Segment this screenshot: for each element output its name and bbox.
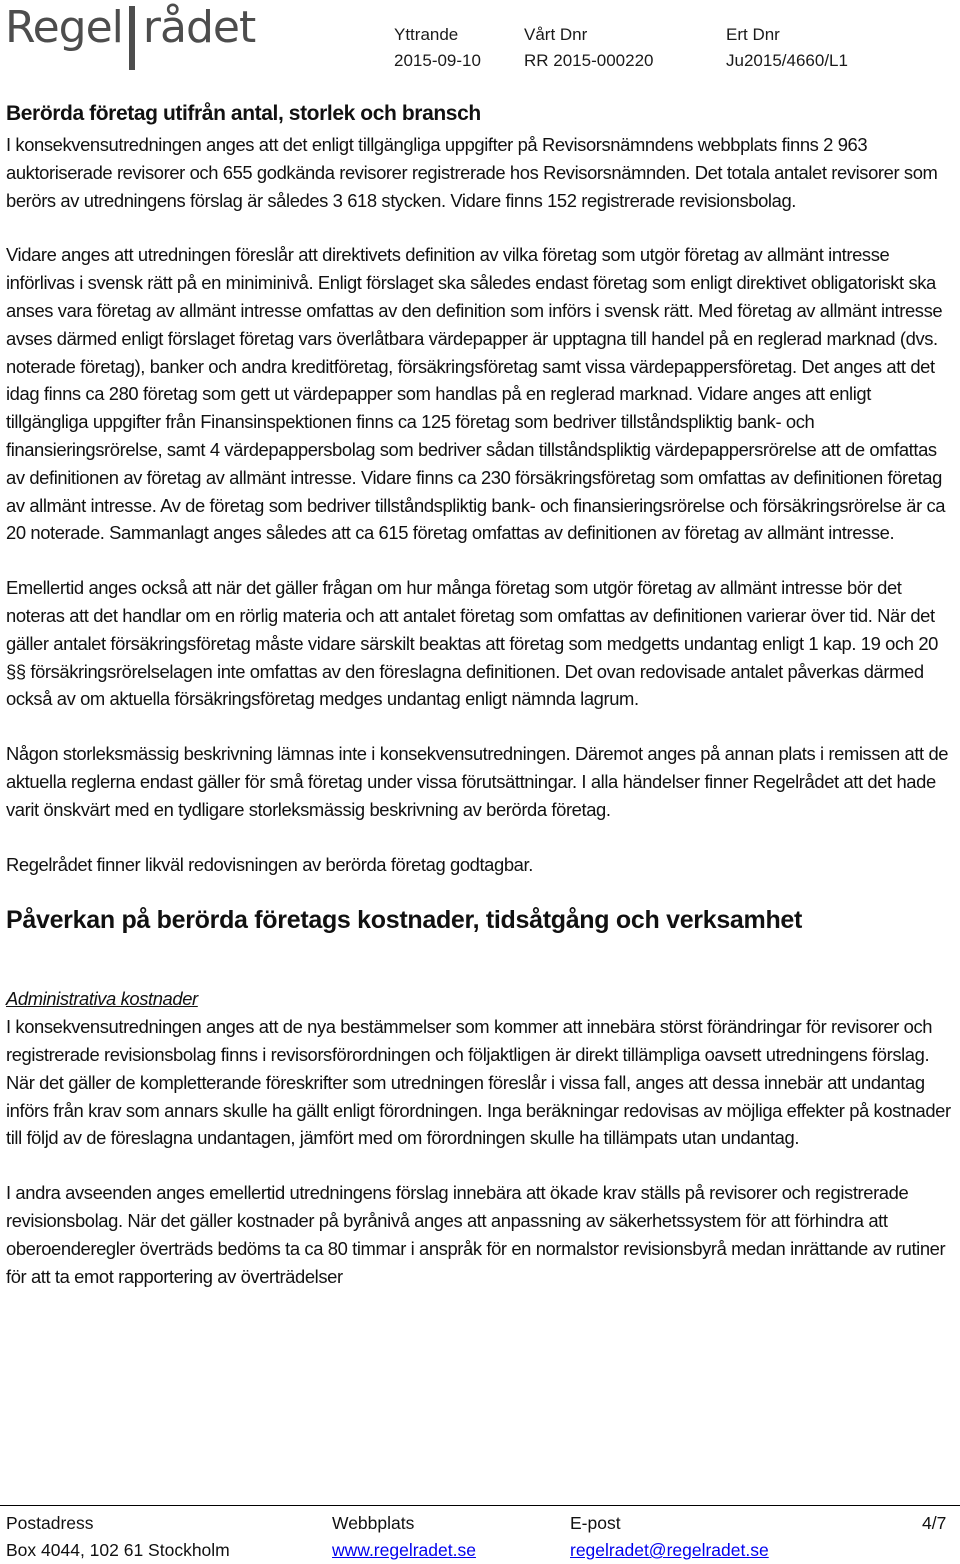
paragraph-foretag-allmant-intresse: Vidare anges att utredningen föreslår att direktivets definition av vilka företag som utgör företag av allmänt intresse införlivas i svensk rätt på en miniminivå. Enligt förslaget ska således endast företag som enligt direktivet obligatoriskt ska anses vara företag av allmänt intresse omfattas av den definition som införs i svensk rätt. Med företag av allmänt intresse avses därmed enligt förslaget företag vars överlåtbara värdepapper är upptagna till handel på en reglerad marknad (dvs. noterade företag), banker och andra kreditföretag, försäkringsföretag samt vissa värdepappersföretag. Det anges att det idag finns ca 280 företag som gett ut värdepapper som handlas på en reglerad marknad. Vidare anges att enligt tillgängliga uppgifter från Finansinspektionen finns ca 125 företag som bedriver tillståndspliktig bank- och finansieringsrörelse, samt 4 värdepappersbolag som bedriver sådan tillståndspliktig värdepappersrörelse att de omfattas av definitionen av företag av allmänt intresse. Vidare finns ca 230 försäkringsföretag som omfattas av definitionen företag av allmänt intresse. Av de företag som bedriver tillståndspliktig bank- och finansieringsrörelse och försäkringsrörelse är ca 20 noterade. Sammanlagt anges således att ca 615 företag omfattas av definitionen av företag av allmänt intresse. [6, 244, 946, 544]
paragraph-storlek: Någon storleksmässig beskrivning lämnas inte i konsekvensutredningen. Däremot anges på annan plats i remissen att de aktuella reglerna endast gäller för små företag under vissa förutsättningar. I alla händelser finner Regelrådet att det hade varit önskvärt med en tydligare storleksmässig beskrivning av berörda företag. [6, 743, 949, 820]
header-vart-dnr-label: Vårt Dnr [524, 25, 588, 44]
page-number: 4/7 [922, 1513, 947, 1533]
header-yttrande-date: 2015-09-10 [394, 51, 481, 70]
footer-webbplats-label: Webbplats [332, 1513, 415, 1533]
paragraph-revisorsforordningen: I konsekvensutredningen anges att de nya bestämmelser som kommer att innebära störst förändringar för revisorer och registrerade revisionsbolag finns i revisorsförordningen och följaktligen är direkt tillämpliga oavsett utredningens förslag. När det gäller de kompletterande föreskrifter som utredningen föreslår i vissa fall, anges att dessa innebär att undantag införs från krav som annars skulle ha gällt enligt förordningen. Inga beräkningar redovisas av möjliga effekter på kostnader till följd av de föreslagna undantagen, jämfört med om förordningen skulle ha tillämpats utan undantag. [6, 1016, 951, 1149]
logo-divider [129, 6, 135, 70]
footer-epost-label: E-post [570, 1513, 621, 1533]
page-footer [0, 1505, 960, 1563]
paragraph-antal-revisorer: I konsekvensutredningen anges att det enligt tillgängliga uppgifter på Revisorsnämndens webbplats finns 2 963 auktoriserade revisorer och 655 godkända revisorer registrerade hos Revisorsnämnden. Det totala antalet revisorer som berörs av utredningens förslag är således 3 618 stycken. Vidare finns 152 registrerade revisionsbolag. [6, 134, 938, 211]
logo-text-left: Regel [5, 2, 123, 53]
header-ert-dnr [726, 22, 848, 74]
header-ert-dnr-label: Ert Dnr [726, 25, 780, 44]
subheading-administrativa-kostnader: Administrativa kostnader [6, 988, 198, 1010]
paragraph-rorlig-materia: Emellertid anges också att när det gäller frågan om hur många företag som utgör företag av allmänt intresse bör det noteras att det handlar om en rörlig materia och att antalet företag som omfattas av definitionen varierar över tid. När det gäller antalet försäkringsföretag måste vidare särskilt beaktas att företag som medgetts undantag enligt 1 kap. 19 och 20 §§ försäkringsrörelselagen inte omfattas av den föreslagna definitionen. Det ovan redovisade antalet påverkas därmed också av om aktuella försäkringsföretag medges undantag enligt nämnda lagrum. [6, 577, 938, 710]
header-yttrande-label: Yttrande [394, 25, 459, 44]
header-vart-dnr-value: RR 2015-000220 [524, 51, 654, 70]
paragraph-godtagbar: Regelrådet finner likväl redovisningen av berörda företag godtagbar. [6, 853, 533, 875]
footer-epost [570, 1510, 769, 1564]
paragraph-okade-krav: I andra avseenden anges emellertid utredningens förslag innebära att ökade krav ställs på revisorer och registrerade revisionsbolag. När det gäller kostnader på byrånivå anges att anpassning av säkerhetssystem för att förhindra att oberoenderegler överträds bedöms ta ca 80 timmar i anspråk för en normalstor revisionsbyrå medan inrättande av rutiner för att ta emot rapportering av överträdelser [6, 1182, 946, 1287]
footer-epost-link[interactable]: regelradet@regelradet.se [570, 1540, 769, 1560]
footer-webbplats [332, 1510, 476, 1564]
footer-postadress [6, 1510, 230, 1564]
footer-webbplats-link[interactable]: www.regelradet.se [332, 1540, 476, 1560]
section-heading-paverkan: Påverkan på berörda företags kostnader, tidsåtgång och verksamhet [6, 906, 803, 935]
section-heading-berorda-foretag: Berörda företag utifrån antal, storlek och bransch [6, 102, 481, 125]
regelradet-logo [5, 2, 256, 70]
header-yttrande [394, 22, 481, 74]
header-ert-dnr-value: Ju2015/4660/L1 [726, 51, 848, 70]
document-body [6, 100, 951, 1317]
footer-postadress-label: Postadress [6, 1513, 94, 1533]
logo-text-right: rådet [142, 2, 256, 53]
page-header [0, 0, 960, 80]
footer-postadress-value: Box 4044, 102 61 Stockholm [6, 1540, 230, 1560]
header-vart-dnr [524, 22, 653, 74]
